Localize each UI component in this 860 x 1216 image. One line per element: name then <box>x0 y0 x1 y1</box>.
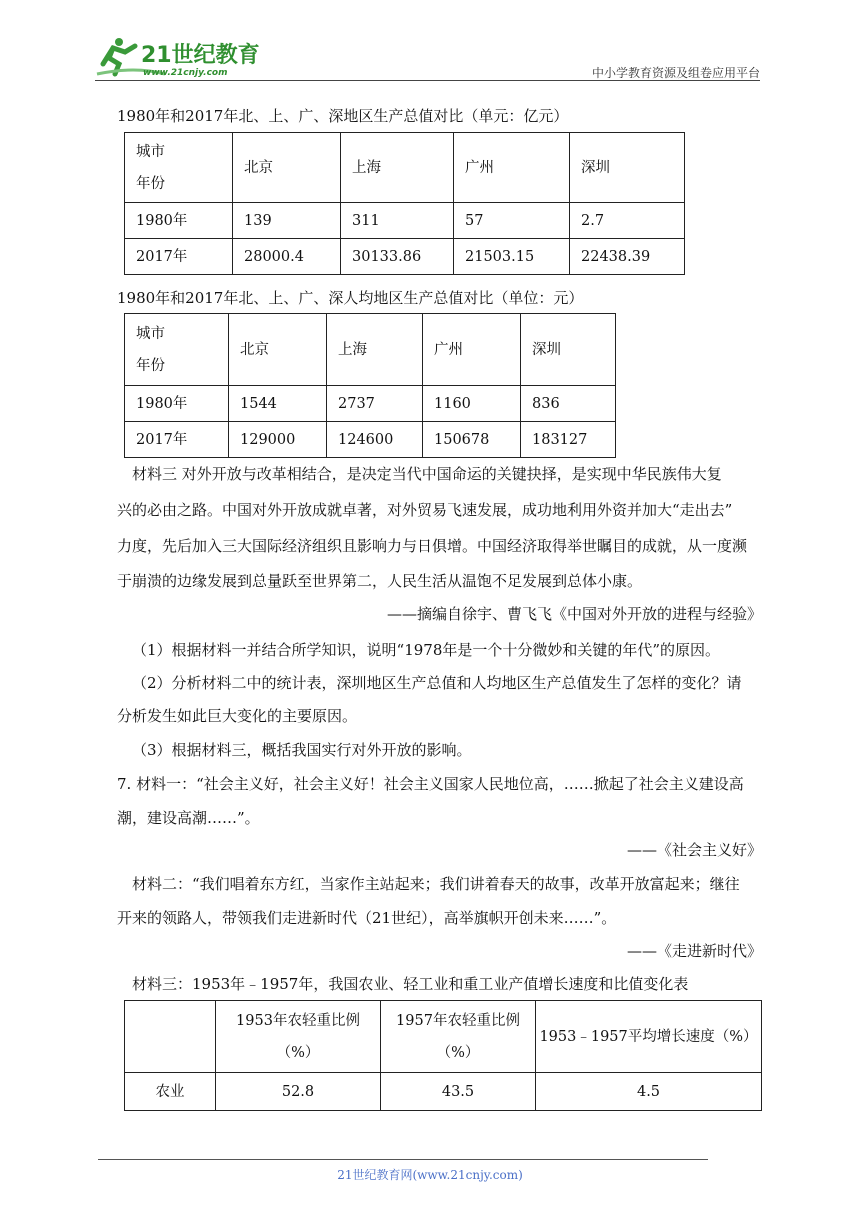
table-cell: 311 <box>341 203 454 239</box>
row-header: 农业 <box>125 1073 216 1111</box>
table-row <box>125 133 685 203</box>
column-header: 1953﹣1957平均增长速度（%） <box>536 1001 762 1073</box>
platform-name: 中小学教育资源及组卷应用平台 <box>591 66 760 80</box>
table-cell: 43.5 <box>381 1073 536 1111</box>
material3-line: 兴的必由之路。中国对外开放成就卓著，对外贸易飞速发展，成功地利用外资并加大“走出去” <box>117 501 733 519</box>
industry-ratio-table <box>124 1000 762 1111</box>
question-2-cont: 分析发生如此巨大变化的主要原因。 <box>117 707 358 725</box>
table-cell: 28000.4 <box>233 239 341 275</box>
table-cell: 124600 <box>327 422 423 458</box>
table-cell: 21503.15 <box>454 239 570 275</box>
row-header: 1980年 <box>125 386 229 422</box>
table-cell: 2737 <box>327 386 423 422</box>
column-header: 深圳 <box>570 133 685 203</box>
table-row <box>125 314 616 386</box>
logo-icon <box>95 34 265 78</box>
material3-line: 于崩溃的边缘发展到总量跃至世界第二，人民生活从温饱不足发展到总体小康。 <box>117 572 643 590</box>
table-cell: 57 <box>454 203 570 239</box>
svg-text:www.21cnjy.com: www.21cnjy.com <box>143 68 228 78</box>
corner-year-label: 年份 <box>136 175 165 192</box>
row-header: 1980年 <box>125 203 233 239</box>
table-corner-cell <box>125 314 229 386</box>
table-cell: 22438.39 <box>570 239 685 275</box>
header-line: 1953年农轻重比例 <box>236 1012 360 1029</box>
table-cell: 2.7 <box>570 203 685 239</box>
column-header: 北京 <box>229 314 327 386</box>
table-cell: 1160 <box>423 386 521 422</box>
question-2: （2）分析材料二中的统计表，深圳地区生产总值和人均地区生产总值发生了怎样的变化？请 <box>132 674 742 692</box>
table-cell: 30133.86 <box>341 239 454 275</box>
table-cell: 139 <box>233 203 341 239</box>
column-header: 上海 <box>327 314 423 386</box>
header-unit: （%） <box>276 1044 320 1061</box>
table-row <box>125 1073 762 1111</box>
question-3: （3）根据材料三，概括我国实行对外开放的影响。 <box>132 741 472 759</box>
row-header: 2017年 <box>125 422 229 458</box>
table-row <box>125 386 616 422</box>
table1-caption: 1980年和2017年北、上、广、深地区生产总值对比（单元：亿元） <box>117 107 569 125</box>
material3-line: 材料三 对外开放与改革相结合，是决定当代中国命运的关键抉择，是实现中华民族伟大复 <box>132 465 722 483</box>
table-cell: 129000 <box>229 422 327 458</box>
table-cell: 1544 <box>229 386 327 422</box>
header-unit: （%） <box>436 1044 480 1061</box>
svg-text:21世纪教育: 21世纪教育 <box>141 43 260 68</box>
corner-city-label: 城市 <box>136 143 165 160</box>
table-corner-cell <box>125 133 233 203</box>
table-cell: 52.8 <box>216 1073 381 1111</box>
q7-material2-cont: 开来的领路人，带领我们走进新时代（21世纪），高举旗帜开创未来……”。 <box>117 909 617 927</box>
column-header <box>381 1001 536 1073</box>
q7-material2: 材料二：“我们唱着东方红，当家作主站起来；我们讲着春天的故事，改革开放富起来；继往 <box>132 875 740 893</box>
table-row <box>125 422 616 458</box>
corner-year-label: 年份 <box>136 357 165 374</box>
q7-material1-cont: 潮，建设高潮……”。 <box>117 809 260 827</box>
column-header: 广州 <box>454 133 570 203</box>
table-row <box>125 239 685 275</box>
table-row <box>125 203 685 239</box>
table-corner-cell <box>125 1001 216 1073</box>
corner-city-label: 城市 <box>136 325 165 342</box>
header-line: 1957年农轻重比例 <box>396 1012 520 1029</box>
material3-source: ——摘编自徐宇、曹飞飞《中国对外开放的进程与经验》 <box>386 605 762 623</box>
page-header <box>95 30 760 82</box>
q7-material3-caption: 材料三：1953年﹣1957年，我国农业、轻工业和重工业产值增长速度和比值变化表 <box>132 975 689 993</box>
gdp-table <box>124 132 685 275</box>
question-1: （1）根据材料一并结合所学知识，说明“1978年是一个十分微妙和关键的年代”的原因。 <box>132 641 721 659</box>
material3-line: 力度，先后加入三大国际经济组织且影响力与日俱增。中国经济取得举世瞩目的成就，从一度濒 <box>117 537 748 555</box>
table-row <box>125 1001 762 1073</box>
row-header: 2017年 <box>125 239 233 275</box>
table-cell: 836 <box>521 386 616 422</box>
per-capita-gdp-table <box>124 313 616 458</box>
table-cell: 4.5 <box>536 1073 762 1111</box>
table-cell: 150678 <box>423 422 521 458</box>
column-header: 上海 <box>341 133 454 203</box>
table2-caption: 1980年和2017年北、上、广、深人均地区生产总值对比（单位：元） <box>117 289 584 307</box>
footer-text: 21世纪教育网(www.21cnjy.com) <box>337 1168 523 1182</box>
q7-material1-source: ——《社会主义好》 <box>626 841 762 859</box>
column-header: 北京 <box>233 133 341 203</box>
column-header <box>216 1001 381 1073</box>
header-divider <box>95 80 760 81</box>
table-cell: 183127 <box>521 422 616 458</box>
q7-material2-source: ——《走进新时代》 <box>626 942 762 960</box>
footer-divider <box>98 1159 708 1160</box>
q7-material1: 7. 材料一：“社会主义好，社会主义好！社会主义国家人民地位高，……掀起了社会主义建设高 <box>117 775 744 793</box>
column-header: 广州 <box>423 314 521 386</box>
column-header: 深圳 <box>521 314 616 386</box>
